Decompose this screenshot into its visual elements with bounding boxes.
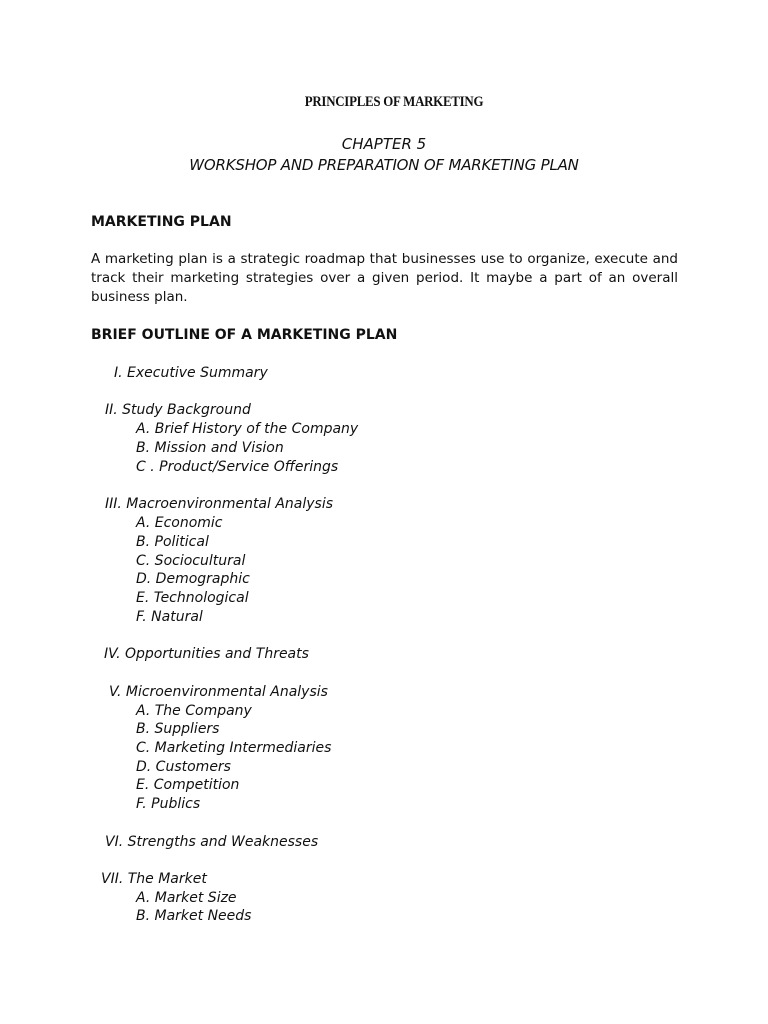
chapter-number: CHAPTER 5 xyxy=(341,135,427,153)
outline-subitem: B. Mission and Vision xyxy=(136,440,284,456)
outline-subitem: A. Market Size xyxy=(136,890,237,906)
outline-subitem: C. Sociocultural xyxy=(136,553,246,569)
outline-heading: BRIEF OUTLINE OF A MARKETING PLAN xyxy=(91,327,398,343)
chapter-title: WORKSHOP AND PREPARATION OF MARKETING PLAN xyxy=(189,156,579,174)
outline-item: III. Macroenvironmental Analysis xyxy=(105,496,334,512)
outline-subitem: B. Market Needs xyxy=(136,908,252,924)
outline-subitem: F. Publics xyxy=(136,796,201,812)
outline-subitem: B. Suppliers xyxy=(136,721,220,737)
outline-item: VI. Strengths and Weaknesses xyxy=(105,834,319,850)
outline-subitem: E. Competition xyxy=(136,777,240,793)
outline-subitem: E. Technological xyxy=(136,590,249,606)
outline-subitem: D. Demographic xyxy=(136,571,250,587)
intro-paragraph: A marketing plan is a strategic roadmap that businesses use to organize, execute and track their marketing strategies over a given period. It maybe a part of an overall business plan. xyxy=(91,251,678,305)
outline-item: II. Study Background xyxy=(105,402,251,418)
outline-item: VII. The Market xyxy=(101,871,207,887)
outline-item: I. Executive Summary xyxy=(114,365,268,381)
outline-subitem: C . Product/Service Offerings xyxy=(136,459,339,475)
outline-subitem: B. Political xyxy=(136,534,209,550)
outline-item: V. Microenvironmental Analysis xyxy=(109,684,328,700)
outline-subitem: C. Marketing Intermediaries xyxy=(136,740,332,756)
course-title: PRINCIPLES OF MARKETING xyxy=(304,94,484,110)
outline-subitem: D. Customers xyxy=(136,759,231,775)
outline-subitem: F. Natural xyxy=(136,609,203,625)
outline-subitem: A. Economic xyxy=(136,515,223,531)
outline-item: IV. Opportunities and Threats xyxy=(104,646,309,662)
outline-subitem: A. Brief History of the Company xyxy=(136,421,359,437)
outline-subitem: A. The Company xyxy=(136,703,252,719)
section-heading: MARKETING PLAN xyxy=(91,214,232,230)
